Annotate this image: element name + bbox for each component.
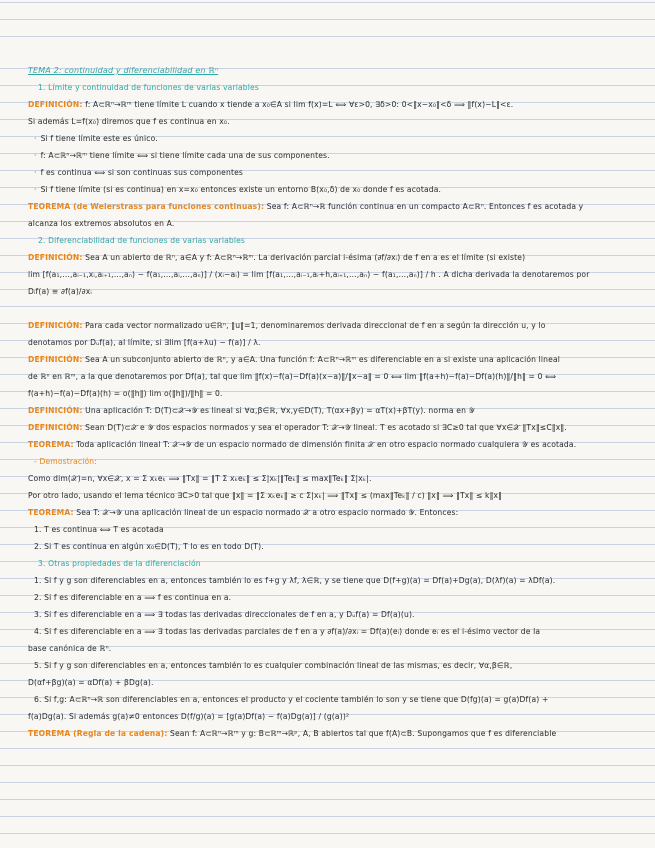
property-item: 2. Si f es diferenciable en a ⟹ f es continua en a. [34, 593, 232, 602]
bullet-item: · Si f tiene límite este es único. [34, 134, 158, 143]
bullet-item: · f: A⊂ℝⁿ→ℝᵐ tiene límite ⟺ si tiene límite cada una de sus componentes. [34, 151, 330, 160]
theorem-weierstrass-cont: alcanza los extremos absolutos en A. [28, 219, 175, 228]
differentiable-cont2: f(a+h)−f(a)−Df(a)(h) = o(‖h‖) lim o(‖h‖)/‖h‖ = 0. [28, 389, 223, 398]
theorem-continuous-bounded: TEOREMA: Sea T: 𝒳→𝒴 una aplicación lineal de un espacio normado 𝒳 a otro espacio normado 𝒴. Entonces: [28, 508, 459, 517]
theorem-item: 2. Si T es continua en algún x₀∈D(T), T lo es en todo D(T). [34, 542, 264, 551]
section-heading-1: 1. Límite y continuidad de funciones de varias variables [38, 83, 259, 92]
section-heading-3: 3. Otras propiedades de la diferenciación [38, 559, 201, 568]
continuity-line: Si además L=f(x₀) diremos que f es continua en x₀. [28, 117, 230, 126]
definition-differentiable: DEFINICIÓN: Sea A un subconjunto abierto de ℝⁿ, y a∈A. Una función f: A⊂ℝⁿ→ℝᵐ es diferenciable en a si existe una aplicación lineal [28, 355, 561, 364]
notes-content [28, 62, 640, 742]
proof-line-2: Por otro lado, usando el lema técnico ∃C>0 tal que ‖x‖ = ‖Σ xₖeₖ‖ ≥ c Σ|xₖ| ⟹ ‖Tx‖ ≤ (max‖Teₖ‖ / c) ‖x‖ ⟹ ‖Tx‖ ≤ k‖x‖ [28, 491, 503, 500]
partial-derivative-formula: lim [f(a₁,…,aᵢ₋₁,xᵢ,aᵢ₊₁,…,aₙ) − f(a₁,…,aᵢ,…,aₙ)] / (xᵢ−aᵢ) = lim [f(a₁,…,aᵢ₋₁,aᵢ+h,aᵢ₊₁,…,aₙ) − f(a₁,…,aₙ)] / h . A dicha derivada la denotaremos por [28, 270, 590, 279]
definition-directional-derivative: DEFINICIÓN: Para cada vector normalizado u∈ℝⁿ, ‖u‖=1, denominaremos derivada direccional de f en a según la dirección u, y lo [28, 321, 546, 330]
definition-linear: DEFINICIÓN: Una aplicación T: D(T)⊂𝒳→𝒴 es lineal si ∀α,β∈ℝ, ∀x,y∈D(T), T(αx+βy) = αT(x)+βT(y). norma en 𝒴 [28, 406, 475, 415]
page-title: TEMA 2: continuidad y diferenciabilidad en ℝⁿ [28, 66, 219, 75]
proof-line-1: Como dim(𝒳)=n, ∀x∈𝒳, x = Σ xₖeₖ ⟹ ‖Tx‖ = ‖T Σ xₖeₖ‖ ≤ Σ|xₖ|‖Teₖ‖ ≤ max‖Teₖ‖ Σ|xₖ|. [28, 474, 372, 483]
theorem-chain-rule: TEOREMA (Regla de la cadena): Sean f: A⊂ℝⁿ→ℝᵐ y g: B⊂ℝᵐ→ℝᵖ, A, B abiertos tal que f(A)⊂B. Supongamos que f es diferenciable [28, 729, 557, 738]
bullet-item: · f es continua ⟺ si son continuas sus componentes [34, 168, 244, 177]
blank-line [28, 300, 640, 317]
definition-bounded: DEFINICIÓN: Sean D(T)⊂𝒳 e 𝒴 dos espacios normados y sea el operador T: 𝒳→𝒴 lineal. T es acotado si ∃C≥0 tal que ∀x∈𝒳 ‖Tx‖≤C‖x‖. [28, 423, 567, 432]
property-item: 5. Si f y g son diferenciables en a, entonces también lo es cualquier combinación lineal de las mismas, es decir, ∀α,β∈ℝ, [34, 661, 513, 670]
property-item: 3. Si f es diferenciable en a ⟹ ∃ todas las derivadas direccionales de f en a, y Dᵤf(a) = Df(a)(u). [34, 610, 415, 619]
property-item-cont: base canónica de ℝⁿ. [28, 644, 112, 653]
property-item-cont: f(a)Dg(a). Si además g(a)≠0 entonces D(f/g)(a) = [g(a)Df(a) − f(a)Dg(a)] / (g(a))² [28, 712, 350, 721]
differentiable-cont: de ℝⁿ en ℝᵐ, a la que denotaremos por Df(a), tal que lim ‖f(x)−f(a)−Df(a)(x−a)‖/‖x−a‖ = 0 ⟺ lim ‖f(a+h)−f(a)−Df(a)(h)‖/‖h‖ = 0 ⟺ [28, 372, 557, 381]
property-item: 6. Si f,g: A⊂ℝⁿ→ℝ son diferenciables en a, entonces el producto y el cociente también lo son y se tiene que D(fg)(a) = g(a)Df(a) + [34, 695, 549, 704]
definition-partial-derivative: DEFINICIÓN: Sea A un abierto de ℝⁿ, a∈A y f: A⊂ℝⁿ→ℝᵐ. La derivación parcial i-ésima (∂f/∂xᵢ) de f en a es el límite (si existe) [28, 253, 526, 262]
section-heading-2: 2. Diferenciabilidad de funciones de varias variables [38, 236, 246, 245]
proof-heading: - Demostración: [34, 457, 97, 466]
bullet-item: · Si f tiene límite (si es continua) en x=x₀ entonces existe un entorno B(x₀,δ) de x₀ donde f es acotada. [34, 185, 442, 194]
definition-limit: DEFINICIÓN: f: A⊂ℝⁿ→ℝᵐ tiene límite L cuando x tiende a x₀∈A si lim f(x)=L ⟺ ∀ε>0, ∃δ>0: 0<‖x−x₀‖<δ ⟹ ‖f(x)−L‖<ε. [28, 100, 514, 109]
theorem-weierstrass: TEOREMA (de Weierstrass para funciones continuas): Sea f: A⊂ℝⁿ→ℝ función continua en un compacto A⊂ℝⁿ. Entonces f es acotada y [28, 202, 584, 211]
property-item: 4. Si f es diferenciable en a ⟹ ∃ todas las derivadas parciales de f en a y ∂f(a)/∂xᵢ = Df(a)(eᵢ) donde eᵢ es el i-ésimo vector de la [34, 627, 541, 636]
theorem-linear-bounded: TEOREMA: Toda aplicación lineal T: 𝒳→𝒴 de un espacio normado de dimensión finita 𝒳 en otro espacio normado cualquiera 𝒴 es acotada. [28, 440, 577, 449]
theorem-item: 1. T es continua ⟺ T es acotada [34, 525, 164, 534]
partial-derivative-notation: Dᵢf(a) ≡ ∂f(a)/∂xᵢ [28, 287, 92, 296]
property-item-cont: D(αf+βg)(a) = αDf(a) + βDg(a). [28, 678, 154, 687]
directional-derivative-cont: denotamos por Dᵤf(a), al límite, si ∃lim [f(a+λu) − f(a)] / λ. [28, 338, 261, 347]
property-item: 1. Si f y g son diferenciables en a, entonces también lo es f+g y λf, λ∈ℝ, y se tiene que D(f+g)(a) = Df(a)+Dg(a), D(λf)(a) = λDf(a). [34, 576, 556, 585]
